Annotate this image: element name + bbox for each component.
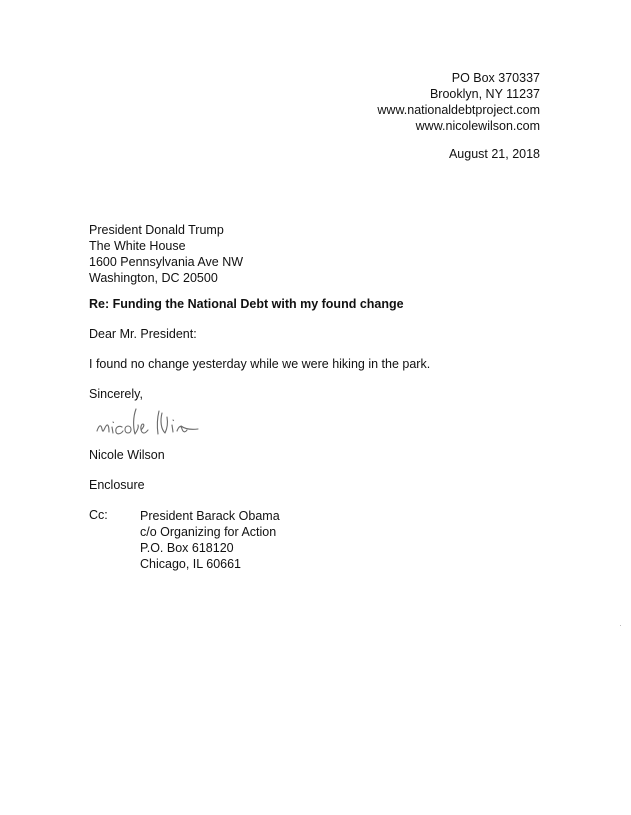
recipient-line1: The White House [89, 239, 186, 253]
handwritten-signature [95, 405, 255, 445]
cc-line3: Chicago, IL 60661 [140, 557, 242, 571]
enclosure-note: Enclosure [89, 478, 145, 492]
cc-name: President Barack Obama [140, 509, 280, 523]
signer-name: Nicole Wilson [89, 448, 165, 462]
recipient-address-block [89, 222, 243, 286]
closing: Sincerely, [89, 387, 143, 401]
cc-address-block [140, 508, 280, 572]
sender-po-box: PO Box 370337 [451, 71, 540, 85]
sender-city-state: Brooklyn, NY 11237 [429, 87, 540, 101]
cc-label: Cc: [89, 508, 108, 522]
scan-speck [620, 625, 621, 626]
sender-website-personal: www.nicolewilson.com [415, 119, 540, 133]
subject-line: Re: Funding the National Debt with my found change [89, 297, 404, 311]
sender-address-block [377, 70, 540, 134]
recipient-line3: Washington, DC 20500 [89, 271, 218, 285]
salutation: Dear Mr. President: [89, 327, 197, 341]
sender-website-national-debt: www.nationaldebtproject.com [377, 103, 540, 117]
letter-body: I found no change yesterday while we were hiking in the park. [89, 357, 431, 371]
recipient-name: President Donald Trump [89, 223, 224, 237]
cc-line2: P.O. Box 618120 [140, 541, 234, 555]
recipient-line2: 1600 Pennsylvania Ave NW [89, 255, 244, 269]
letter-date: August 21, 2018 [448, 147, 540, 161]
cc-line1: c/o Organizing for Action [140, 525, 277, 539]
